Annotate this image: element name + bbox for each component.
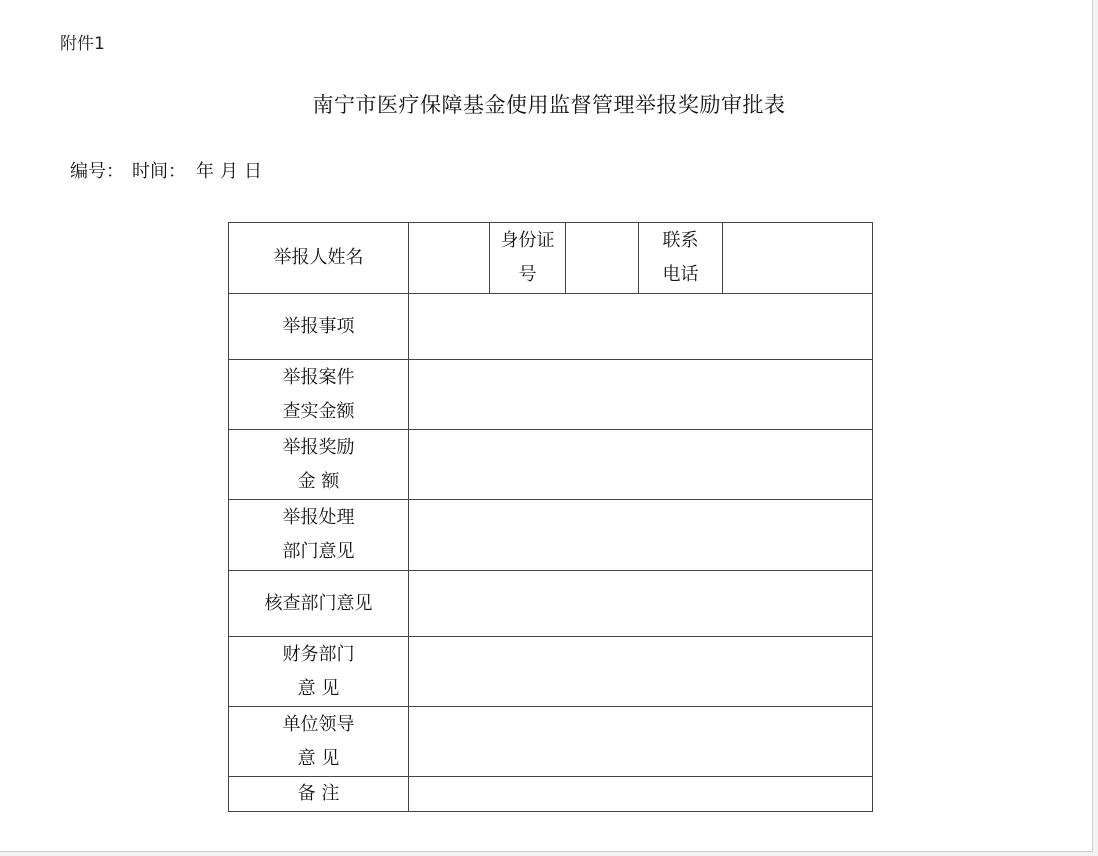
handling-dept-opinion-label	[229, 500, 409, 571]
phone-label-line-1: 联系	[662, 230, 699, 251]
report-matter-label-line-1: 举报事项	[282, 315, 355, 337]
table-row	[229, 777, 873, 812]
id-number-field[interactable]	[566, 223, 639, 294]
remarks-field[interactable]	[409, 777, 873, 812]
verified-amount-field[interactable]	[409, 360, 873, 430]
verification-dept-opinion-label-line-1: 核查部门意见	[264, 592, 373, 614]
id-number-label	[490, 223, 566, 294]
table-row	[229, 294, 873, 360]
meta-line	[70, 157, 262, 183]
table-row	[229, 223, 873, 294]
finance-dept-opinion-label-line-2: 意 见	[297, 677, 340, 699]
reward-amount-label-line-2: 金 额	[297, 470, 340, 492]
finance-dept-opinion-label	[229, 637, 409, 707]
remarks-label	[229, 777, 409, 812]
leader-opinion-label-line-2: 意 见	[297, 747, 340, 769]
verified-amount-label-line-1: 举报案件	[282, 366, 355, 388]
remarks-label-line-1: 备 注	[297, 783, 340, 804]
verification-dept-opinion-field[interactable]	[409, 571, 873, 637]
id-number-label-line-2: 号	[518, 264, 537, 285]
leader-opinion-field[interactable]	[409, 707, 873, 777]
time-label: 时间：	[132, 161, 186, 182]
day-label: 日	[244, 161, 262, 182]
handling-dept-opinion-label-line-1: 举报处理	[282, 507, 355, 528]
year-label: 年	[196, 161, 214, 182]
id-number-label-line-1: 身份证	[500, 230, 555, 251]
verification-dept-opinion-label	[229, 571, 409, 637]
table-row	[229, 637, 873, 707]
verified-amount-label	[229, 360, 409, 430]
number-label: 编号：	[70, 161, 124, 182]
table-row	[229, 500, 873, 571]
reporter-name-field[interactable]	[409, 223, 490, 294]
finance-dept-opinion-field[interactable]	[409, 637, 873, 707]
report-matter-label	[229, 294, 409, 360]
reward-amount-field[interactable]	[409, 430, 873, 500]
report-matter-field[interactable]	[409, 294, 873, 360]
handling-dept-opinion-label-line-2: 部门意见	[282, 541, 355, 562]
table-row	[229, 360, 873, 430]
approval-form-table	[228, 222, 873, 812]
attachment-label: 附件1	[60, 34, 105, 54]
finance-dept-opinion-label-line-1: 财务部门	[282, 643, 355, 665]
reward-amount-label-line-1: 举报奖励	[282, 436, 355, 458]
reporter-name-label: 举报人姓名	[229, 223, 409, 294]
month-label: 月	[220, 161, 238, 182]
table-row	[229, 430, 873, 500]
verified-amount-label-line-2: 查实金额	[282, 400, 355, 422]
leader-opinion-label	[229, 707, 409, 777]
phone-label-line-2: 电话	[662, 264, 699, 285]
page-title: 南宁市医疗保障基金使用监督管理举报奖励审批表	[312, 93, 786, 117]
phone-label	[639, 223, 723, 294]
table-row	[229, 571, 873, 637]
reward-amount-label	[229, 430, 409, 500]
leader-opinion-label-line-1: 单位领导	[282, 713, 355, 735]
table-row	[229, 707, 873, 777]
handling-dept-opinion-field[interactable]	[409, 500, 873, 571]
phone-field[interactable]	[723, 223, 873, 294]
